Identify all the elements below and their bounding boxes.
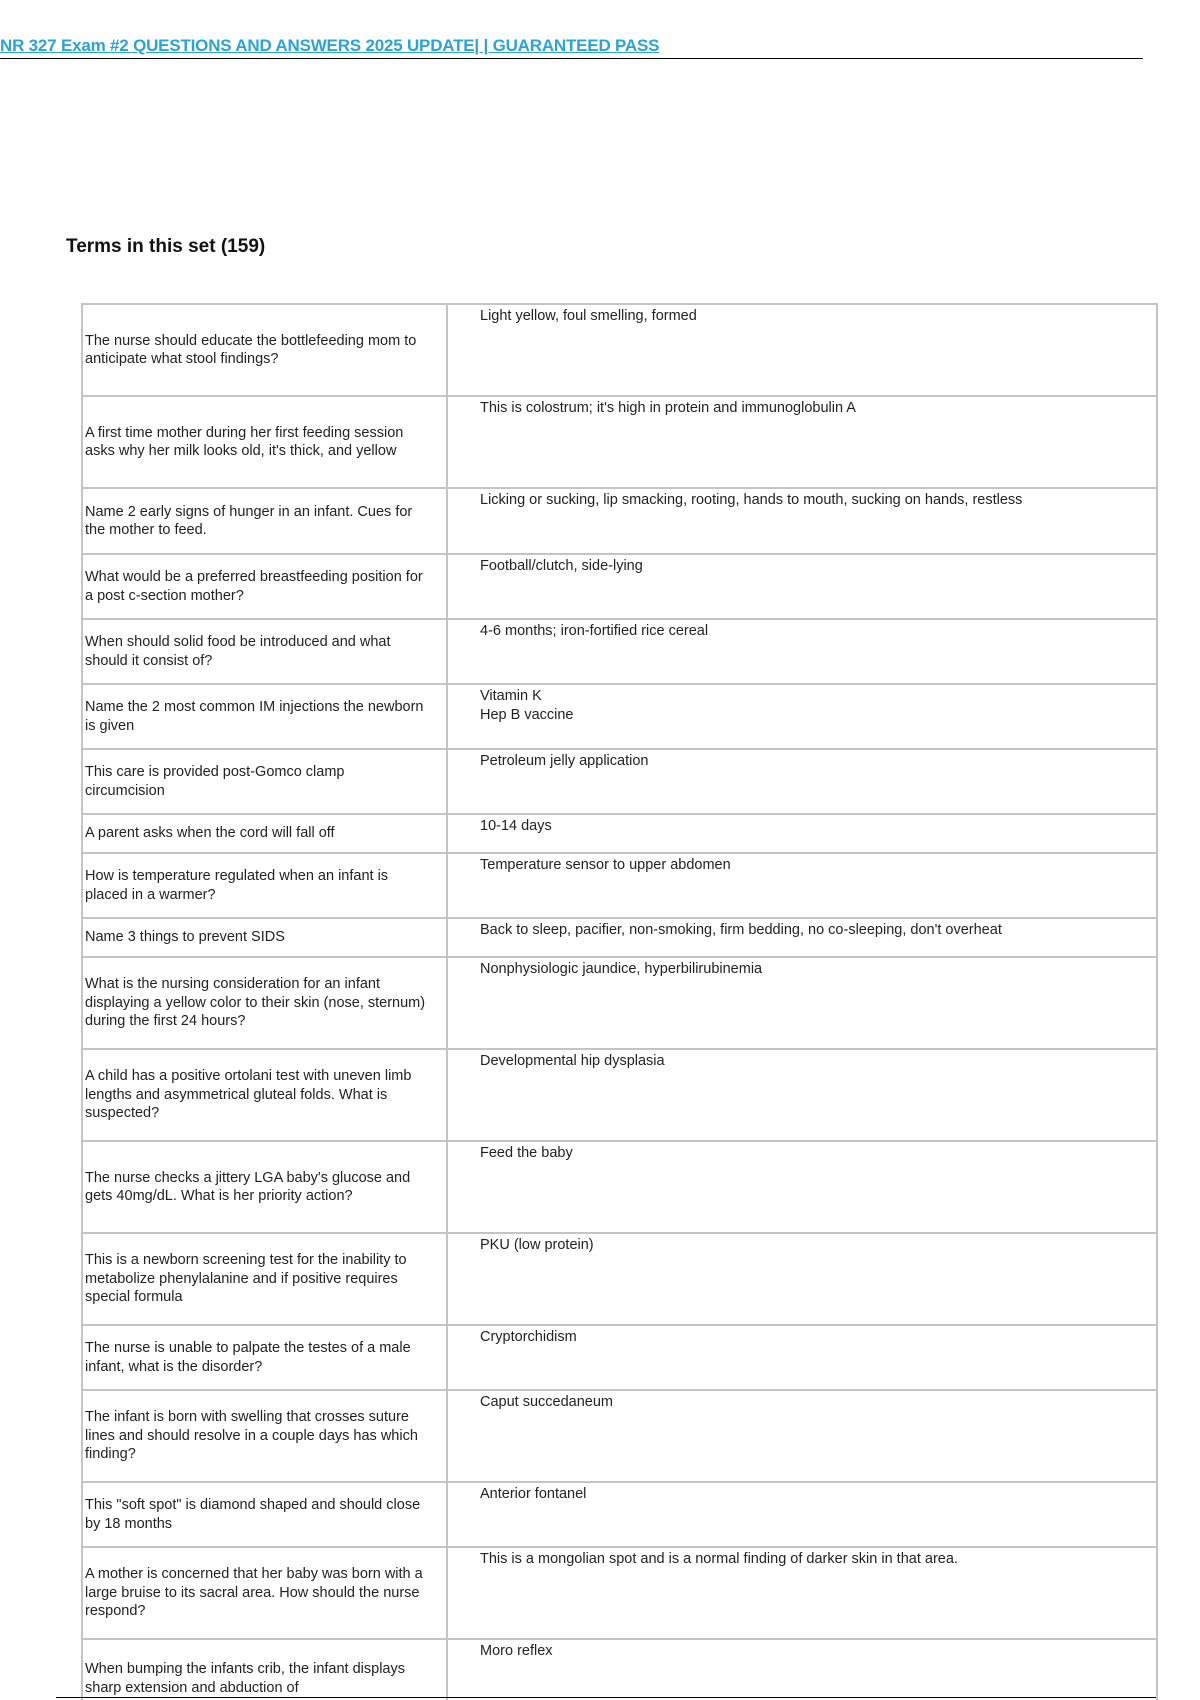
- term-question: [82, 1049, 447, 1141]
- table-row: [82, 1639, 1157, 1700]
- term-question: [82, 957, 447, 1049]
- question-text: The nurse is unable to palpate the testes of a male infant, what is the disorder?: [85, 1340, 411, 1375]
- table-row: [82, 1325, 1157, 1390]
- term-question: [82, 1639, 447, 1700]
- question-text: This "soft spot" is diamond shaped and should close by 18 months: [85, 1497, 421, 1532]
- question-text: A first time mother during her first feeding session asks why her milk looks old, it's thick, and yellow: [85, 424, 404, 459]
- term-answer: Caput succedaneum: [447, 1390, 1157, 1482]
- term-answer: PKU (low protein): [447, 1233, 1157, 1325]
- term-question: [82, 1325, 447, 1390]
- question-text: The nurse should educate the bottlefeeding mom to anticipate what stool findings?: [85, 332, 417, 367]
- table-row: [82, 1233, 1157, 1325]
- term-question: [82, 619, 447, 684]
- question-text: The nurse checks a jittery LGA baby's glucose and gets 40mg/dL. What is her priority action?: [85, 1169, 411, 1204]
- terms-table: [81, 303, 1158, 1700]
- question-text: What would be a preferred breastfeeding position for a post c-section mother?: [85, 569, 423, 604]
- table-row: [82, 1482, 1157, 1547]
- term-question: [82, 554, 447, 619]
- term-answer: 10-14 days: [447, 814, 1157, 853]
- question-text: When bumping the infants crib, the infant displays sharp extension and abduction of: [85, 1661, 405, 1696]
- question-text: Name the 2 most common IM injections the newborn is given: [85, 699, 424, 734]
- table-row: [82, 396, 1157, 488]
- term-answer: Licking or sucking, lip smacking, rooting, hands to mouth, sucking on hands, restless: [447, 488, 1157, 554]
- table-row: [82, 619, 1157, 684]
- question-text: This is a newborn screening test for the inability to metabolize phenylalanine and if positive requires special formula: [85, 1252, 407, 1306]
- table-row: [82, 918, 1157, 957]
- term-question: [82, 853, 447, 918]
- term-answer: Cryptorchidism: [447, 1325, 1157, 1390]
- table-row: [82, 1547, 1157, 1639]
- term-answer: Back to sleep, pacifier, non-smoking, firm bedding, no co-sleeping, don't overheat: [447, 918, 1157, 957]
- term-answer: Light yellow, foul smelling, formed: [447, 304, 1157, 396]
- term-answer: This is colostrum; it's high in protein and immunoglobulin A: [447, 396, 1157, 488]
- term-answer: This is a mongolian spot and is a normal finding of darker skin in that area.: [447, 1547, 1157, 1639]
- question-text: A parent asks when the cord will fall off: [85, 825, 335, 842]
- question-text: A mother is concerned that her baby was born with a large bruise to its sacral area. How should the nurse respond?: [85, 1566, 423, 1620]
- table-row: [82, 554, 1157, 619]
- question-text: A child has a positive ortolani test with uneven limb lengths and asymmetrical gluteal folds. What is suspected?: [85, 1068, 412, 1122]
- question-text: The infant is born with swelling that crosses suture lines and should resolve in a couple days has which finding?: [85, 1409, 418, 1463]
- term-answer: Temperature sensor to upper abdomen: [447, 853, 1157, 918]
- table-row: [82, 957, 1157, 1049]
- term-answer: Anterior fontanel: [447, 1482, 1157, 1547]
- question-text: Name 2 early signs of hunger in an infant. Cues for the mother to feed.: [85, 503, 413, 538]
- term-question: [82, 1482, 447, 1547]
- term-question: [82, 1390, 447, 1482]
- term-question: [82, 488, 447, 554]
- term-answer: Petroleum jelly application: [447, 749, 1157, 814]
- term-question: [82, 1233, 447, 1325]
- table-row: [82, 749, 1157, 814]
- question-text: What is the nursing consideration for an infant displaying a yellow color to their skin (nose, sternum) during the first 24 hours?: [85, 976, 426, 1030]
- term-answer: Developmental hip dysplasia: [447, 1049, 1157, 1141]
- page-bottom-rule: [56, 1697, 1156, 1698]
- table-row: [82, 304, 1157, 396]
- question-text: Name 3 things to prevent SIDS: [85, 929, 285, 946]
- table-row: [82, 488, 1157, 554]
- term-question: [82, 1547, 447, 1639]
- table-row: [82, 853, 1157, 918]
- term-answer: Nonphysiologic jaundice, hyperbilirubinemia: [447, 957, 1157, 1049]
- term-answer: Moro reflex: [447, 1639, 1157, 1700]
- term-answer: Vitamin K Hep B vaccine: [447, 684, 1157, 749]
- term-question: [82, 918, 447, 957]
- table-row: [82, 1141, 1157, 1233]
- term-question: [82, 749, 447, 814]
- table-row: [82, 814, 1157, 853]
- term-question: [82, 396, 447, 488]
- terms-count-heading: Terms in this set (159): [66, 236, 266, 257]
- term-question: [82, 684, 447, 749]
- table-row: [82, 1049, 1157, 1141]
- term-answer: Feed the baby: [447, 1141, 1157, 1233]
- term-answer: 4-6 months; iron-fortified rice cereal: [447, 619, 1157, 684]
- question-text: How is temperature regulated when an infant is placed in a warmer?: [85, 868, 389, 903]
- term-question: [82, 814, 447, 853]
- table-row: [82, 1390, 1157, 1482]
- question-text: When should solid food be introduced and what should it consist of?: [85, 634, 391, 669]
- term-question: [82, 304, 447, 396]
- table-row: [82, 684, 1157, 749]
- term-question: [82, 1141, 447, 1233]
- question-text: This care is provided post-Gomco clamp circumcision: [85, 764, 345, 799]
- document-title-link[interactable]: NR 327 Exam #2 QUESTIONS AND ANSWERS 2025 UPDATE| | GUARANTEED PASS: [0, 36, 660, 55]
- document-header: [0, 36, 1143, 59]
- term-answer: Football/clutch, side-lying: [447, 554, 1157, 619]
